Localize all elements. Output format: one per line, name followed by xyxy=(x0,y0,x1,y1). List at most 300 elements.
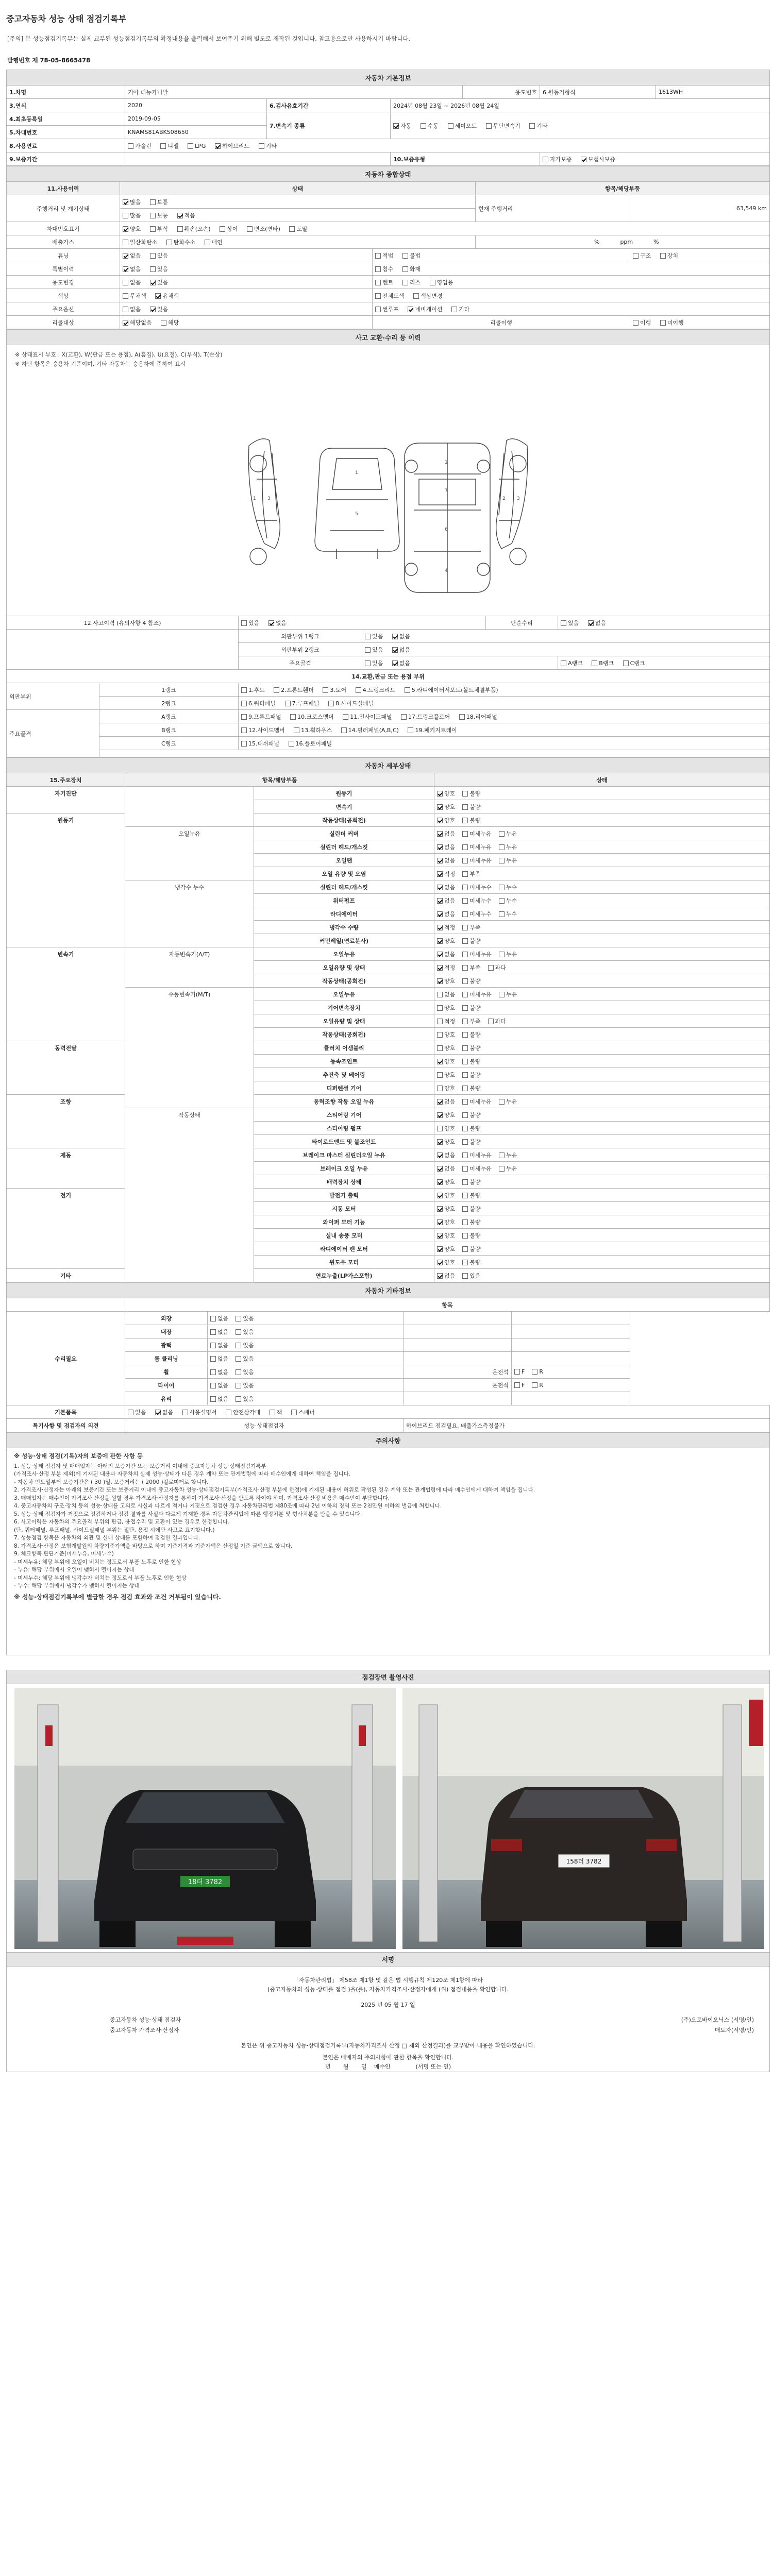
detail-item: 작동상태(공회전) xyxy=(254,1028,434,1041)
detail-option-checkbox[interactable]: 불량 xyxy=(462,816,480,824)
svg-text:4: 4 xyxy=(445,568,448,573)
detail-row xyxy=(7,947,770,961)
detail-group xyxy=(7,1135,125,1148)
detail-option-checkbox[interactable]: 과다 xyxy=(488,1017,506,1025)
trans-manual-checkbox[interactable]: 수동 xyxy=(421,122,439,130)
fuel-other-checkbox[interactable]: 기타 xyxy=(259,142,277,150)
detail-group xyxy=(7,1108,125,1122)
detail-option-checkbox[interactable]: 없음 xyxy=(437,843,455,851)
outer-rank1-options: 있음 없음 xyxy=(362,630,770,643)
side-checkbox[interactable]: F xyxy=(514,1368,525,1375)
detail-option-checkbox[interactable]: 양호 xyxy=(437,1084,455,1092)
detail-item: 실린더 헤드/개스킷 xyxy=(254,840,434,854)
detail-row xyxy=(7,934,770,947)
detail-subgroup: 수동변속기(M/T) xyxy=(125,988,254,1001)
detail-option-checkbox[interactable]: 없음 xyxy=(437,990,455,998)
special-type-options: 침수 화재 xyxy=(373,262,770,276)
trans-auto-checkbox[interactable]: 자동 xyxy=(393,122,411,130)
self-warranty-checkbox[interactable]: 자가보증 xyxy=(543,155,572,163)
other-rows xyxy=(7,1312,770,1405)
detail-row xyxy=(7,814,770,827)
detail-option-checkbox[interactable]: 부족 xyxy=(462,870,480,878)
detail-subgroup xyxy=(125,1001,254,1014)
detail-state xyxy=(434,800,770,814)
detail-row xyxy=(7,1095,770,1108)
other-item: 룸 클리닝 xyxy=(125,1352,208,1365)
insurer-warranty-checkbox[interactable]: 보험사보증 xyxy=(581,155,615,163)
car-name-label: 1.차명 xyxy=(7,86,125,99)
detail-row xyxy=(7,1135,770,1148)
detail-state xyxy=(434,1215,770,1229)
detail-row xyxy=(7,840,770,854)
side-checkbox[interactable]: R xyxy=(532,1382,543,1388)
other-options xyxy=(208,1338,404,1352)
detail-option-checkbox[interactable]: 불량 xyxy=(462,1071,480,1079)
other-option-checkbox[interactable]: 없음 xyxy=(210,1381,228,1389)
other-option-checkbox[interactable]: 있음 xyxy=(236,1328,254,1336)
vin-damage-checkbox[interactable]: 훼손(오손) xyxy=(177,225,211,233)
tuning-none-checkbox[interactable]: 없음 xyxy=(123,251,141,260)
detail-row xyxy=(7,1202,770,1215)
detail-option-checkbox[interactable]: 불량 xyxy=(462,1218,480,1226)
detail-option-checkbox[interactable]: 양호 xyxy=(437,1245,455,1253)
detail-subgroup xyxy=(125,1081,254,1095)
side-label xyxy=(404,1392,512,1405)
detail-item: 스티어링 펌프 xyxy=(254,1122,434,1135)
warranty-label: 9.보증기간 xyxy=(7,152,125,166)
year-label: 3.연식 xyxy=(7,99,125,112)
recall-done-options: 이행 미이행 xyxy=(630,316,770,329)
main-b-row-label: B랭크 xyxy=(99,723,239,737)
detail-item: 커먼레일(연료분사) xyxy=(254,934,434,947)
other-option-checkbox[interactable]: 없음 xyxy=(210,1368,228,1376)
detail-option-checkbox[interactable]: 적정 xyxy=(437,1017,455,1025)
vin-painted-checkbox[interactable]: 도말 xyxy=(289,225,307,233)
detail-row xyxy=(7,907,770,921)
rear-license-plate: 158더 3782 xyxy=(566,1858,602,1865)
detail-row xyxy=(7,867,770,880)
detail-item: 브레이크 마스터 실린더오일 누유 xyxy=(254,1148,434,1162)
svg-text:6: 6 xyxy=(445,527,448,532)
detail-option-checkbox[interactable]: 양호 xyxy=(437,937,455,945)
detail-item: 스티어링 기어 xyxy=(254,1108,434,1122)
other-item: 유리 xyxy=(125,1392,208,1405)
detail-option-checkbox[interactable]: 양호 xyxy=(437,1044,455,1052)
usage-number-label: 용도변호 xyxy=(463,86,540,99)
side-options xyxy=(512,1392,630,1405)
detail-item: 원동기 xyxy=(254,787,434,800)
detail-option-checkbox[interactable]: 양호 xyxy=(437,1071,455,1079)
detail-state xyxy=(434,921,770,934)
detail-row xyxy=(7,961,770,974)
detail-option-checkbox[interactable]: 누유 xyxy=(499,990,517,998)
trans-semi-checkbox[interactable]: 세미오토 xyxy=(448,122,477,130)
detail-option-checkbox[interactable]: 불량 xyxy=(462,1231,480,1240)
detail-row xyxy=(7,1162,770,1175)
detail-option-checkbox[interactable]: 미세누수 xyxy=(462,883,492,891)
buyer-sign-line[interactable]: 년 월 일 매수인 (서명 또는 인) xyxy=(325,2063,451,2070)
caution-lines xyxy=(14,1463,762,1590)
detail-option-checkbox[interactable]: 부족 xyxy=(462,963,480,972)
other-option-checkbox[interactable]: 있음 xyxy=(236,1368,254,1376)
detail-group xyxy=(7,880,125,894)
detail-state xyxy=(434,840,770,854)
detail-group: 원동기 xyxy=(7,814,125,827)
detail-option-checkbox[interactable]: 적정 xyxy=(437,923,455,931)
detail-option-checkbox[interactable]: 양호 xyxy=(437,1218,455,1226)
detail-option-checkbox[interactable]: 불량 xyxy=(462,1030,480,1039)
detail-state xyxy=(434,974,770,988)
detail-state xyxy=(434,988,770,1001)
side-label: 운전석 xyxy=(404,1379,512,1392)
vin-state-label: 차대번호표기 xyxy=(7,222,120,235)
detail-option-checkbox[interactable]: 불량 xyxy=(462,977,480,985)
svg-text:1: 1 xyxy=(355,470,358,476)
color-change-options: 전체도색 색상변경 xyxy=(373,289,770,302)
detail-option-checkbox[interactable]: 누수 xyxy=(499,910,517,918)
detail-option-checkbox[interactable]: 누수 xyxy=(499,896,517,905)
detail-item: 추진축 및 베어링 xyxy=(254,1068,434,1081)
detail-option-checkbox[interactable]: 없음 xyxy=(437,829,455,838)
caution-line: 6. 사고이력은 자동차의 주요골격 부위의 판금, 용접수리 및 교환이 있는 경우로 한정합니다. xyxy=(14,1519,230,1525)
vin-diff-checkbox[interactable]: 상이 xyxy=(220,225,238,233)
caution-line: 3. 매매업자는 매수인이 가격조사·산정을 원할 경우 가격조사·산정자를 통하여 가격조사·산정을 받도록 하여야 하며, 가격조사·산정 비용은 매수인이 부담합니다. xyxy=(14,1495,390,1501)
emission-co-checkbox[interactable]: 일산화탄소 xyxy=(123,238,157,246)
detail-group: 변속기 xyxy=(7,947,125,961)
caution-line: (가격조사·산정 부분 제외)에 기재된 내용과 자동차의 실제 성능·상태가 다른 경우 계약 또는 관계법령에 따라 매수인에게 대하여 책임을 집니다. xyxy=(14,1471,351,1477)
side-checkbox[interactable]: R xyxy=(532,1368,543,1375)
other-option-checkbox[interactable]: 없음 xyxy=(210,1314,228,1323)
detail-option-checkbox[interactable]: 불량 xyxy=(462,1111,480,1119)
detail-row xyxy=(7,1081,770,1095)
mileage-state-2 xyxy=(120,209,476,222)
detail-option-checkbox[interactable]: 누유 xyxy=(499,829,517,838)
detail-item: 작동상태(공회전) xyxy=(254,814,434,827)
detail-option-checkbox[interactable]: 양호 xyxy=(437,1178,455,1186)
detail-row xyxy=(7,1215,770,1229)
vin-rust-checkbox[interactable]: 부식 xyxy=(150,225,168,233)
detail-option-checkbox[interactable]: 적정 xyxy=(437,963,455,972)
detail-item: 브레이크 오일 누유 xyxy=(254,1162,434,1175)
other-item: 외장 xyxy=(125,1312,208,1325)
detail-option-checkbox[interactable]: 없음 xyxy=(437,856,455,865)
detail-option-checkbox[interactable]: 적정 xyxy=(437,870,455,878)
emission-label: 배출가스 xyxy=(7,235,120,249)
checker-sign[interactable]: (주)오토바이오닉스 (서명/인) xyxy=(681,2016,754,2023)
detail-option-checkbox[interactable]: 불량 xyxy=(462,1044,480,1052)
detail-state xyxy=(434,1041,770,1055)
sign-header: 서명 xyxy=(6,1952,770,1967)
detail-option-checkbox[interactable]: 불량 xyxy=(462,1004,480,1012)
detail-option-checkbox[interactable]: 미세누유 xyxy=(462,950,492,958)
detail-item: 변속기 xyxy=(254,800,434,814)
car-left-side-view xyxy=(248,439,280,565)
detail-option-checkbox[interactable]: 불량 xyxy=(462,1258,480,1266)
detail-rows xyxy=(7,787,770,1282)
detail-subgroup xyxy=(125,1095,254,1108)
detail-option-checkbox[interactable]: 부족 xyxy=(462,1017,480,1025)
detail-option-checkbox[interactable]: 양호 xyxy=(437,1111,455,1119)
detail-row xyxy=(7,1014,770,1028)
emission-hc-checkbox[interactable]: 탄화수소 xyxy=(166,238,196,246)
detail-option-checkbox[interactable]: 누수 xyxy=(499,883,517,891)
detail-option-checkbox[interactable]: 누유 xyxy=(499,1151,517,1159)
detail-state xyxy=(434,961,770,974)
detail-subgroup xyxy=(125,1055,254,1068)
detail-group xyxy=(7,800,125,814)
svg-text:2: 2 xyxy=(502,496,506,501)
other-option-checkbox[interactable]: 있음 xyxy=(236,1354,254,1363)
detail-row xyxy=(7,1068,770,1081)
fuel-options xyxy=(125,139,770,152)
detail-option-checkbox[interactable]: 없음 xyxy=(437,1164,455,1173)
detail-option-checkbox[interactable]: 미세누수 xyxy=(462,910,492,918)
basic-items-label: 기본품목 xyxy=(7,1405,125,1419)
detail-item: 등속조인트 xyxy=(254,1055,434,1068)
svg-text:3: 3 xyxy=(517,496,520,501)
detail-option-checkbox[interactable]: 누유 xyxy=(499,843,517,851)
fuel-diesel-checkbox[interactable]: 디젤 xyxy=(160,142,178,150)
mileage-state xyxy=(120,195,476,209)
vin-altered-checkbox[interactable]: 변조(변타) xyxy=(247,225,280,233)
detail-group: 전기 xyxy=(7,1189,125,1202)
detail-option-checkbox[interactable]: 미세누수 xyxy=(462,896,492,905)
detail-option-checkbox[interactable]: 없음 xyxy=(437,950,455,958)
caution-footer: ※ 성능·상태점검기록부에 별급할 경우 점검 효과와 조건 거부됨이 있습니다. xyxy=(14,1593,221,1601)
sign-statement-2: (중고자동차의 성능·상태를 점검 )을(를), 자동차가격조사·산정자에게 (위) 점검내용을 확인합니다. xyxy=(267,1986,509,1993)
detail-option-checkbox[interactable]: 누유 xyxy=(499,856,517,865)
detail-item: 오일누유 xyxy=(254,947,434,961)
general-state-header: 자동차 종합상태 xyxy=(7,166,770,182)
caution-line: 5. 성능·상태 점검자가 거짓으로 점검하거나 점검 결과를 사실과 다르게 기재한 경우 자동차관리법에 따른 행정처분 및 형사처분을 받을 수 있습니다. xyxy=(14,1511,362,1517)
detail-subgroup xyxy=(125,1135,254,1148)
detail-row xyxy=(7,894,770,907)
detail-row xyxy=(7,827,770,840)
detail-subgroup xyxy=(125,1269,254,1282)
first-reg-value: 2019-09-05 xyxy=(125,112,267,126)
detail-subgroup xyxy=(125,1068,254,1081)
mileage-normal-checkbox[interactable]: 보통 xyxy=(150,198,168,206)
detail-group xyxy=(7,1215,125,1229)
detail-item: 오일유량 및 상태 xyxy=(254,1014,434,1028)
opinion-sub-label: 성능·상태점검자 xyxy=(125,1419,404,1432)
detail-option-checkbox[interactable]: 불량 xyxy=(462,1245,480,1253)
detail-option-checkbox[interactable]: 양호 xyxy=(437,1057,455,1065)
outer-rank2-label: 외판부위 2랭크 xyxy=(239,643,362,656)
side-options xyxy=(512,1312,630,1325)
detail-state xyxy=(434,880,770,894)
mileage-normal2-checkbox[interactable]: 보통 xyxy=(150,211,168,219)
detail-row xyxy=(7,1028,770,1041)
detail-item: 오일 유량 및 오염 xyxy=(254,867,434,880)
fuel-lpg-checkbox[interactable]: LPG xyxy=(188,143,206,149)
detail-item: 디퍼렌셜 기어 xyxy=(254,1081,434,1095)
other-col-item: 항목 xyxy=(125,1298,770,1312)
detail-subgroup xyxy=(125,1242,254,1256)
engine-type-value: 1613WH xyxy=(656,86,770,99)
detail-state xyxy=(434,1135,770,1148)
detail-option-checkbox[interactable]: 양호 xyxy=(437,1205,455,1213)
caution-notes xyxy=(6,1448,770,1655)
other-options xyxy=(208,1325,404,1338)
detail-option-checkbox[interactable]: 미세누유 xyxy=(462,1151,492,1159)
svg-text:5: 5 xyxy=(355,512,358,517)
detail-option-checkbox[interactable]: 양호 xyxy=(437,1004,455,1012)
detail-option-checkbox[interactable]: 양호 xyxy=(437,816,455,824)
detail-state xyxy=(434,1269,770,1282)
detail-group xyxy=(7,827,125,840)
detail-row xyxy=(7,1122,770,1135)
detail-option-checkbox[interactable]: 미세누유 xyxy=(462,1097,492,1106)
side-checkbox[interactable]: F xyxy=(514,1382,525,1388)
detail-option-checkbox[interactable]: 미세누유 xyxy=(462,829,492,838)
detail-subgroup xyxy=(125,1028,254,1041)
detail-row xyxy=(7,1001,770,1014)
detail-subgroup xyxy=(125,800,254,814)
other-option-checkbox[interactable]: 없음 xyxy=(210,1328,228,1336)
detail-option-checkbox[interactable]: 누유 xyxy=(499,1097,517,1106)
other-item: 타이어 xyxy=(125,1379,208,1392)
detail-option-checkbox[interactable]: 양호 xyxy=(437,1231,455,1240)
tuning-yes-checkbox[interactable]: 있음 xyxy=(150,251,168,260)
special-history-label: 특별이력 xyxy=(7,262,120,276)
detail-option-checkbox[interactable]: 미세누유 xyxy=(462,843,492,851)
trans-cvt-checkbox[interactable]: 무단변속기 xyxy=(486,122,520,130)
main-b-parts: 12.사이드멤버 13.휠하우스 14.필러패널(A,B,C) 19.패키지트레이 xyxy=(239,723,770,737)
detail-option-checkbox[interactable]: 불량 xyxy=(462,1205,480,1213)
detail-group xyxy=(7,1175,125,1189)
detail-option-checkbox[interactable]: 양호 xyxy=(437,789,455,798)
detail-state xyxy=(434,1256,770,1269)
serial-number: 발행번호 제 78-05-8665478 xyxy=(7,57,91,64)
detail-option-checkbox[interactable]: 없음 xyxy=(437,896,455,905)
detail-option-checkbox[interactable]: 양호 xyxy=(437,803,455,811)
detail-option-checkbox[interactable]: 미세누유 xyxy=(462,856,492,865)
detail-state-table xyxy=(6,757,770,1282)
detail-option-checkbox[interactable]: 불량 xyxy=(462,789,480,798)
notice-text: [주의] 본 성능점검기록부는 실제 교부된 성능점검기록부의 확정내용을 출력해서 보여주기 위해 별도로 제작된 것입니다. 참고용으로만 사용하시기 바랍니다. xyxy=(7,35,411,42)
tuning-options xyxy=(120,249,373,262)
detail-group xyxy=(7,1122,125,1135)
detail-option-checkbox[interactable]: 미세누유 xyxy=(462,1164,492,1173)
vin-good-checkbox[interactable]: 양호 xyxy=(123,225,141,233)
outer-group-label: 외판부위 xyxy=(7,683,99,710)
detail-option-checkbox[interactable]: 양호 xyxy=(437,977,455,985)
detail-option-checkbox[interactable]: 있음 xyxy=(462,1272,480,1280)
detail-option-checkbox[interactable]: 불량 xyxy=(462,1124,480,1132)
detail-state xyxy=(434,787,770,800)
detail-group xyxy=(7,974,125,988)
pricer-label: 중고자동차 가격조사·산정자 xyxy=(110,2027,179,2033)
caution-line: - 미세누유: 해당 부위에 오일이 비치는 정도로서 부품 노후로 인한 현상 xyxy=(14,1558,181,1565)
detail-option-checkbox[interactable]: 불량 xyxy=(462,1084,480,1092)
detail-option-checkbox[interactable]: 불량 xyxy=(462,1057,480,1065)
other-option-checkbox[interactable]: 있음 xyxy=(236,1341,254,1349)
detail-option-checkbox[interactable]: 부족 xyxy=(462,923,480,931)
fuel-gasoline-checkbox[interactable]: 가솔린 xyxy=(128,142,152,150)
caution-line: - 누수: 해당 부위에서 냉각수가 맺혀서 떨어지는 상태 xyxy=(14,1583,140,1589)
detail-option-checkbox[interactable]: 양호 xyxy=(437,1030,455,1039)
detail-group xyxy=(7,894,125,907)
detail-group: 제동 xyxy=(7,1148,125,1162)
detail-option-checkbox[interactable]: 불량 xyxy=(462,803,480,811)
pricer-sign[interactable]: 매도자(서명/인) xyxy=(714,2027,754,2033)
valid-period-label: 6.검사유효기간 xyxy=(267,99,391,112)
sign-date: 2025 년 05 월 17 일 xyxy=(361,2002,415,2008)
svg-text:1: 1 xyxy=(253,496,256,501)
main-option-options: 없음 있음 xyxy=(120,302,373,316)
trans-other-checkbox[interactable]: 기타 xyxy=(529,122,547,130)
detail-item: 실내 송풍 모터 xyxy=(254,1229,434,1242)
tuning-legal-options: 적법 불법 xyxy=(373,249,630,262)
detail-option-checkbox[interactable]: 없음 xyxy=(437,1097,455,1106)
caution-title: ※ 성능·상태 점검(기록)자의 보증에 관한 사항 등 xyxy=(14,1452,143,1460)
detail-option-checkbox[interactable]: 누유 xyxy=(499,1164,517,1173)
detail-option-checkbox[interactable]: 양호 xyxy=(437,1191,455,1199)
other-option-checkbox[interactable]: 없음 xyxy=(210,1354,228,1363)
other-option-checkbox[interactable]: 있음 xyxy=(236,1381,254,1389)
other-option-checkbox[interactable]: 없음 xyxy=(210,1395,228,1403)
mileage-many-checkbox[interactable]: 많음 xyxy=(123,198,141,206)
mileage-few2-checkbox[interactable]: 적음 xyxy=(177,211,195,219)
detail-item: 동력조향 작동 오일 누유 xyxy=(254,1095,434,1108)
detail-option-checkbox[interactable]: 양호 xyxy=(437,1124,455,1132)
main-option-types: 썬루프 네비게이션 기타 xyxy=(373,302,770,316)
detail-group xyxy=(7,921,125,934)
fuel-hybrid-checkbox[interactable]: 하이브리드 xyxy=(215,142,249,150)
detail-group xyxy=(7,1028,125,1041)
detail-subgroup xyxy=(125,1202,254,1215)
detail-option-checkbox[interactable]: 누유 xyxy=(499,950,517,958)
mileage-many2-checkbox[interactable]: 많음 xyxy=(123,211,141,219)
detail-option-checkbox[interactable]: 없음 xyxy=(437,910,455,918)
detail-option-checkbox[interactable]: 양호 xyxy=(437,1258,455,1266)
detail-option-checkbox[interactable]: 없음 xyxy=(437,1272,455,1280)
car-name-value: 기아 더뉴카니발 xyxy=(125,86,463,99)
detail-option-checkbox[interactable]: 양호 xyxy=(437,1138,455,1146)
detail-option-checkbox[interactable]: 불량 xyxy=(462,937,480,945)
detail-option-checkbox[interactable]: 불량 xyxy=(462,1178,480,1186)
detail-subgroup xyxy=(125,961,254,974)
detail-row xyxy=(7,854,770,867)
detail-option-checkbox[interactable]: 불량 xyxy=(462,1191,480,1199)
other-option-checkbox[interactable]: 있음 xyxy=(236,1314,254,1323)
detail-option-checkbox[interactable]: 없음 xyxy=(437,1151,455,1159)
caution-header-table xyxy=(6,1432,770,1448)
detail-group xyxy=(7,1001,125,1014)
engine-type-label: 6.원동기형식 xyxy=(540,86,656,99)
damage-legend: ※ 상태표시 부호 : X(교환), W(판금 또는 용접), A(흠집), U(요철), C(부식), T(손상) ※ 하단 항목은 승용차 기준이며, 기타 자동차는 승용차에 준하여 표시 xyxy=(15,351,223,367)
detail-group xyxy=(7,988,125,1001)
detail-row xyxy=(7,1242,770,1256)
detail-subgroup xyxy=(125,894,254,907)
detail-group xyxy=(7,1242,125,1256)
detail-group xyxy=(7,1014,125,1028)
detail-option-checkbox[interactable]: 불량 xyxy=(462,1138,480,1146)
color-label: 색상 xyxy=(7,289,120,302)
main-c-parts: 15.대쉬패널 16.플로어패널 xyxy=(239,737,770,750)
detail-option-checkbox[interactable]: 과다 xyxy=(488,963,506,972)
detail-row xyxy=(7,1175,770,1189)
emission-smoke-checkbox[interactable]: 매연 xyxy=(205,238,223,246)
checker-label: 중고자동차 성능·상태 점검자 xyxy=(110,2016,181,2023)
detail-option-checkbox[interactable]: 미세누유 xyxy=(462,990,492,998)
other-option-checkbox[interactable]: 없음 xyxy=(210,1341,228,1349)
detail-option-checkbox[interactable]: 없음 xyxy=(437,883,455,891)
other-option-checkbox[interactable]: 있음 xyxy=(236,1395,254,1403)
detail-item: 실린더 헤드/개스킷 xyxy=(254,880,434,894)
detail-subgroup xyxy=(125,1256,254,1269)
